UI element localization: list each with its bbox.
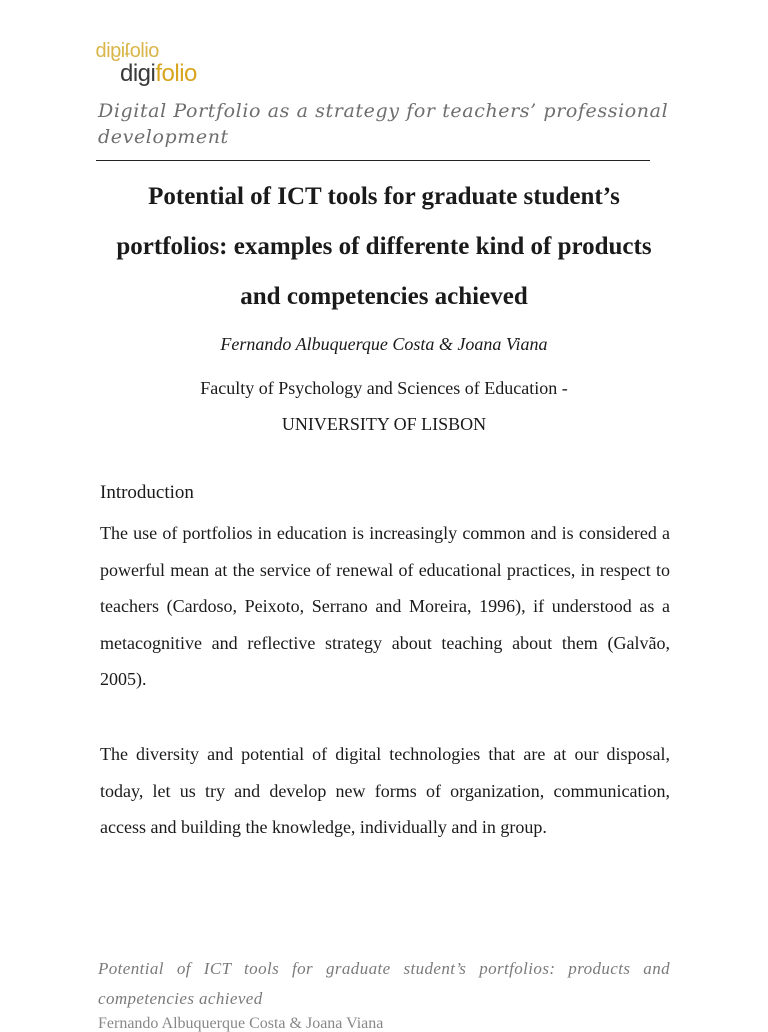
logo-word-folio: folio	[155, 60, 197, 87]
header-subtitle: Digital Portfolio as a strategy for teachers’ professional development	[98, 100, 669, 148]
footer-next-line: Fernando Albuquerque Costa & Joana Viana	[98, 1015, 384, 1032]
logo-word-digi: digi	[120, 60, 156, 87]
logo-mirror-text: oiloʇigib	[96, 40, 160, 62]
introduction-paragraph-1: The use of portfolios in education is increasingly common and is considered a powerful mean at the service of renewal of educational practices, in respect to teachers (Cardoso, Peixoto, Serrano and Moreira, 1996), if understood as a metacognitive and reflective strategy about teaching about them (Galvão, 2005).	[100, 523, 670, 689]
footer-running-title: Potential of ICT tools for graduate student’s portfolios: products and competencies achieved	[98, 959, 670, 1008]
logo-wordmark	[120, 60, 197, 88]
introduction-paragraph-2: The diversity and potential of digital technologies that are at our disposal, today, let us try and develop new forms of organization, communication, access and building the knowledge, individually and in group.	[100, 744, 670, 837]
authors: Fernando Albuquerque Costa & Joana Viana	[220, 334, 548, 354]
header-rule	[96, 160, 650, 161]
affiliation	[96, 370, 672, 442]
affiliation-faculty: Faculty of Psychology and Sciences of Education -	[200, 378, 568, 398]
affiliation-university: UNIVERSITY OF LISBON	[281, 414, 487, 434]
digifolio-logo	[96, 40, 236, 96]
section-heading-introduction: Introduction	[100, 482, 194, 503]
document-title: Potential of ICT tools for graduate student’s portfolios: examples of differente kind of products and competencies achieved	[116, 183, 652, 310]
